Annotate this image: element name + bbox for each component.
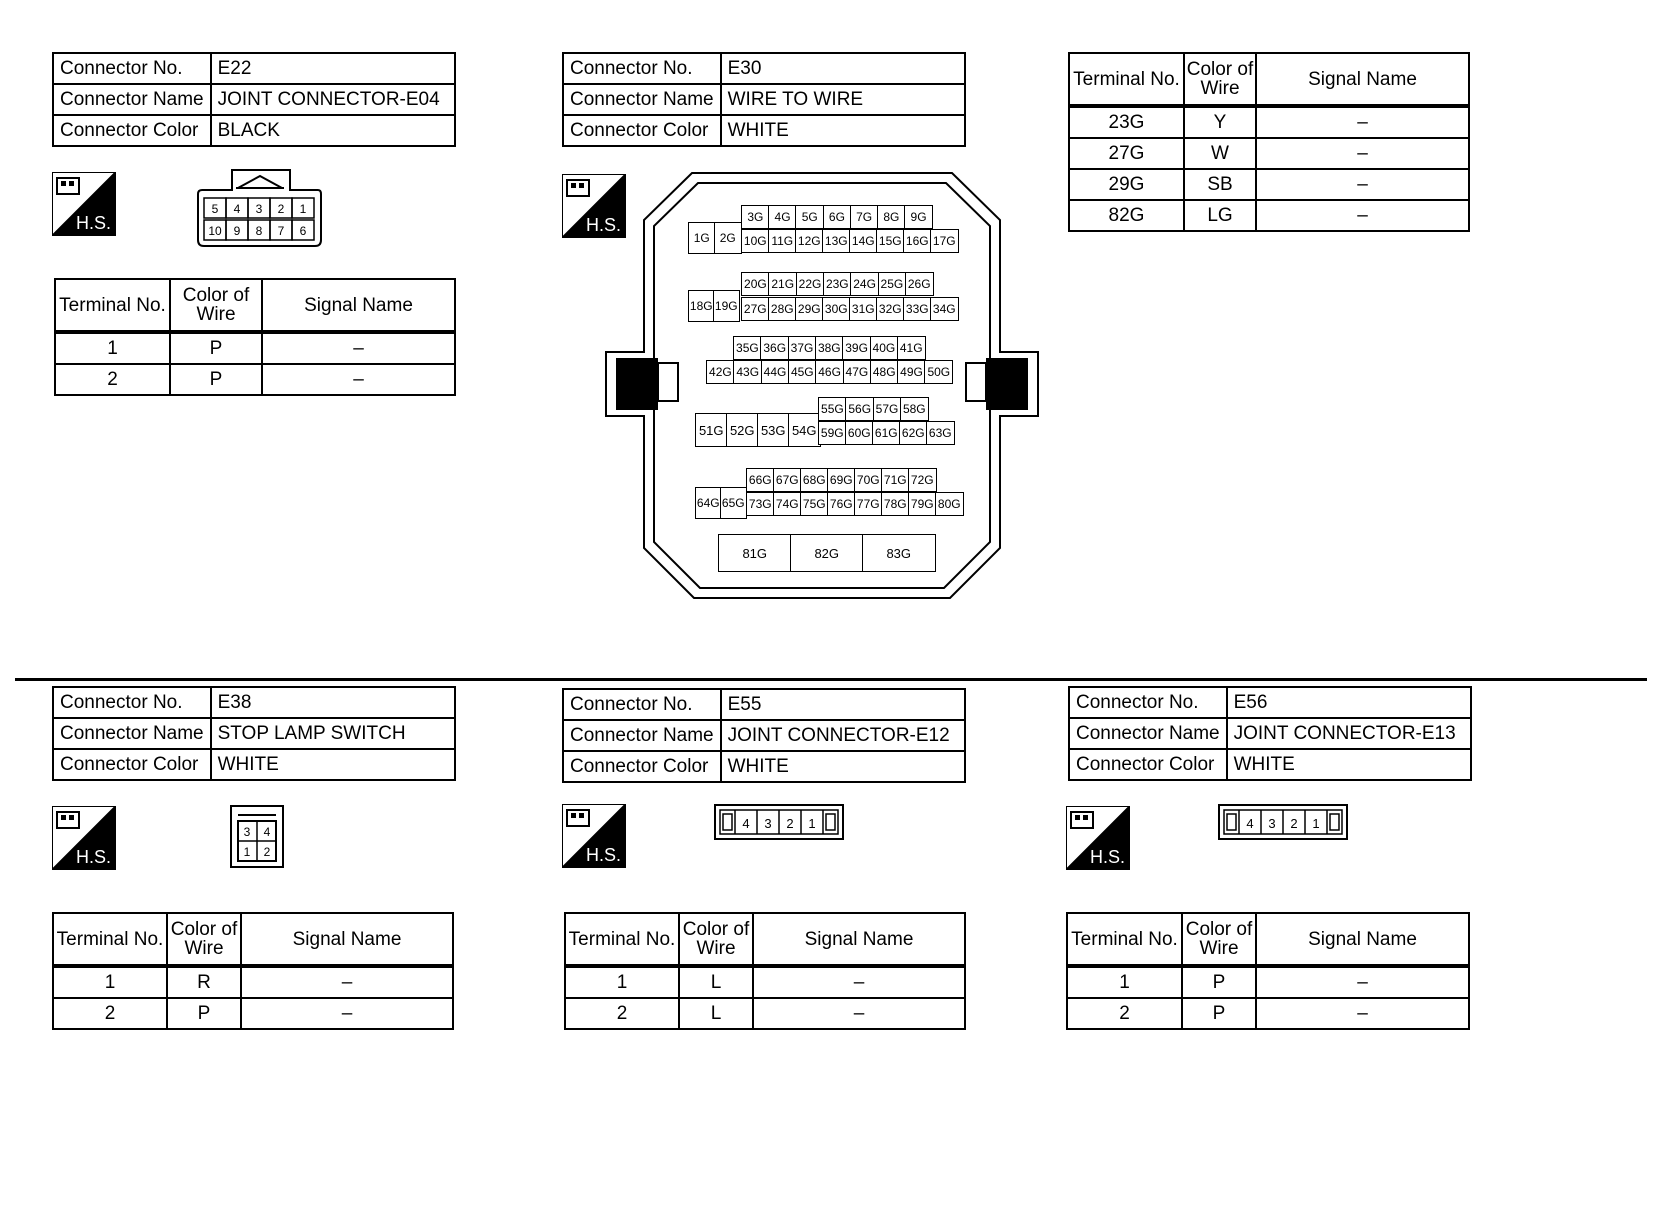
pin-label: 6 (299, 224, 307, 238)
signal-name-header: Signal Name (753, 913, 965, 966)
e30-pin-45g: 45G (788, 360, 817, 384)
connector-name-value: JOINT CONNECTOR-E12 (721, 720, 965, 751)
e30-pin-9g: 9G (904, 205, 933, 229)
e30-pin-21g: 21G (768, 272, 797, 296)
connector-no-value: E38 (211, 687, 455, 718)
e30-pin-64g: 64G (695, 487, 722, 519)
terminal-no-header: Terminal No. (565, 913, 679, 966)
pin-label: 1 (1312, 816, 1320, 831)
e30-pin-52g: 52G (726, 413, 759, 447)
pin-label: 2 (1290, 816, 1298, 831)
e30-pin-76g: 76G (827, 492, 856, 516)
terminal-no-header: Terminal No. (1069, 53, 1184, 106)
pin-label: 8 (255, 224, 263, 238)
e30-pin-79g: 79G (908, 492, 937, 516)
e30-pin-56g: 56G (845, 397, 874, 421)
e30-pin-83g: 83G (862, 534, 936, 572)
e30-pin-37g: 37G (788, 336, 817, 360)
e30-pin-29g: 29G (795, 297, 824, 321)
e30-pin-30g: 30G (822, 297, 851, 321)
connector-name-label: Connector Name (1069, 718, 1227, 749)
connector-name-value: WIRE TO WIRE (721, 84, 965, 115)
connector-color-value: BLACK (211, 115, 455, 146)
connector-color-label: Connector Color (53, 115, 211, 146)
e30-pin-28g: 28G (768, 297, 797, 321)
connector-no-value: E56 (1227, 687, 1471, 718)
table-row: 1 P – (55, 332, 455, 364)
connector-name-label: Connector Name (53, 718, 211, 749)
e30-pin-46g: 46G (815, 360, 844, 384)
signal-name-header: Signal Name (262, 279, 455, 332)
e38-terminal-table (52, 912, 454, 1030)
pin-label: 9 (233, 224, 241, 238)
e30-pin-4g: 4G (768, 205, 797, 229)
e30-pin-5g: 5G (795, 205, 824, 229)
connector-no-value: E55 (721, 689, 965, 720)
e30-pin-73g: 73G (746, 492, 775, 516)
connector-color-value: WHITE (721, 115, 965, 146)
e30-pin-74g: 74G (773, 492, 802, 516)
hs-icon (562, 804, 626, 868)
pin-label: 1 (808, 816, 816, 831)
e30-pin-54g: 54G (788, 413, 821, 447)
terminal-no-header: Terminal No. (53, 913, 167, 966)
e55-terminal-table (564, 912, 966, 1030)
color-of-wire-header: Color of Wire (167, 913, 241, 966)
e30-pin-35g: 35G (733, 336, 762, 360)
table-row: 2 L – (565, 998, 965, 1029)
e30-pin-33g: 33G (903, 297, 932, 321)
e30-pin-47g: 47G (843, 360, 872, 384)
hs-icon (1066, 806, 1130, 870)
e30-pin-61g: 61G (872, 421, 901, 445)
pin-label: 7 (277, 224, 285, 238)
table-row: 27G W – (1069, 138, 1469, 169)
signal-name-header: Signal Name (1256, 53, 1469, 106)
e30-pin-65g: 65G (720, 487, 747, 519)
e38-info-table (52, 686, 456, 781)
e30-pin-1g: 1G (688, 222, 716, 254)
color-of-wire-header: Color of Wire (170, 279, 262, 332)
terminal-no-header: Terminal No. (55, 279, 170, 332)
e55-connector-face (714, 804, 846, 842)
e30-pin-11g: 11G (768, 229, 797, 253)
color-of-wire-header: Color of Wire (1182, 913, 1256, 966)
table-row: 2 P – (1067, 998, 1469, 1029)
e30-pin-67g: 67G (773, 468, 802, 492)
e30-info-table (562, 52, 966, 147)
e38-connector-face (230, 805, 286, 869)
e30-pin-55g: 55G (818, 397, 847, 421)
e30-pin-70g: 70G (854, 468, 883, 492)
e30-pin-10g: 10G (741, 229, 770, 253)
svg-text:H.S.: H.S. (76, 213, 112, 233)
e22-info-table (52, 52, 456, 147)
color-of-wire-header: Color of Wire (679, 913, 753, 966)
table-row: 2 P – (55, 364, 455, 395)
e30-pin-42g: 42G (706, 360, 735, 384)
e30-pin-75g: 75G (800, 492, 829, 516)
e30-pin-2g: 2G (714, 222, 742, 254)
e30-pin-81g: 81G (718, 534, 792, 572)
e30-pin-62g: 62G (899, 421, 928, 445)
connector-no-value: E30 (721, 53, 965, 84)
connector-name-label: Connector Name (53, 84, 211, 115)
pin-label: 3 (255, 202, 263, 216)
pin-label: 4 (263, 825, 271, 839)
e30-pin-36g: 36G (760, 336, 789, 360)
e30-pin-44g: 44G (761, 360, 790, 384)
e30-pin-68g: 68G (800, 468, 829, 492)
connector-name-value: STOP LAMP SWITCH (211, 718, 455, 749)
hs-icon (52, 806, 116, 870)
e30-pin-17g: 17G (930, 229, 959, 253)
pin-label: 3 (764, 816, 772, 831)
e30-pin-12g: 12G (795, 229, 824, 253)
connector-color-label: Connector Color (1069, 749, 1227, 780)
e55-info-table (562, 688, 966, 783)
e30-pin-15g: 15G (876, 229, 905, 253)
pin-label: 4 (233, 202, 241, 216)
connector-color-label: Connector Color (563, 751, 721, 782)
signal-name-header: Signal Name (1256, 913, 1469, 966)
svg-text:H.S.: H.S. (1090, 847, 1126, 867)
connector-no-value: E22 (211, 53, 455, 84)
e22-connector-face (196, 168, 322, 248)
connector-color-label: Connector Color (53, 749, 211, 780)
e30-pin-18g: 18G (688, 290, 715, 322)
pin-label: 2 (277, 202, 285, 216)
e30-pin-25g: 25G (878, 272, 907, 296)
e30-pin-3g: 3G (741, 205, 770, 229)
svg-text:H.S.: H.S. (586, 845, 622, 865)
e30-pin-58g: 58G (900, 397, 929, 421)
e30-pin-57g: 57G (873, 397, 902, 421)
e30-pin-38g: 38G (815, 336, 844, 360)
e30-pin-34g: 34G (930, 297, 959, 321)
color-of-wire-header: Color of Wire (1184, 53, 1256, 106)
e30-pin-24g: 24G (850, 272, 879, 296)
table-row: 29G SB – (1069, 169, 1469, 200)
hs-icon (52, 172, 116, 236)
e30-pin-6g: 6G (823, 205, 852, 229)
table-row: 82G LG – (1069, 200, 1469, 231)
e30-pin-72g: 72G (908, 468, 937, 492)
table-row: 1 P – (1067, 966, 1469, 998)
e30-pin-16g: 16G (903, 229, 932, 253)
e30-pin-14g: 14G (849, 229, 878, 253)
connector-no-label: Connector No. (53, 687, 211, 718)
table-row: 23G Y – (1069, 106, 1469, 138)
connector-color-label: Connector Color (563, 115, 721, 146)
connector-name-value: JOINT CONNECTOR-E04 (211, 84, 455, 115)
e30-pin-7g: 7G (850, 205, 879, 229)
e30-pin-43g: 43G (733, 360, 762, 384)
connector-no-label: Connector No. (53, 53, 211, 84)
connector-color-value: WHITE (211, 749, 455, 780)
e30-pin-22g: 22G (796, 272, 825, 296)
pin-label: 1 (243, 845, 251, 859)
table-row: 1 L – (565, 966, 965, 998)
e56-connector-face (1218, 804, 1350, 842)
e30-pin-60g: 60G (845, 421, 874, 445)
pin-label: 2 (786, 816, 794, 831)
e30-pin-49g: 49G (897, 360, 926, 384)
e30-pin-50g: 50G (924, 360, 953, 384)
connector-color-value: WHITE (721, 751, 965, 782)
table-row: 1 R – (53, 966, 453, 998)
connector-name-value: JOINT CONNECTOR-E13 (1227, 718, 1471, 749)
e30-pin-77g: 77G (854, 492, 883, 516)
e30-pin-80g: 80G (935, 492, 964, 516)
connector-no-label: Connector No. (563, 689, 721, 720)
e30-pin-48g: 48G (870, 360, 899, 384)
e30-pin-51g: 51G (695, 413, 728, 447)
e30-pin-26g: 26G (905, 272, 934, 296)
section-divider (15, 678, 1647, 681)
pin-label: 4 (1246, 816, 1254, 831)
e30-pin-82g: 82G (790, 534, 864, 572)
connector-name-label: Connector Name (563, 720, 721, 751)
pin-label: 3 (1268, 816, 1276, 831)
e30-pin-39g: 39G (842, 336, 871, 360)
e30-pin-59g: 59G (818, 421, 847, 445)
e30-pin-23g: 23G (823, 272, 852, 296)
e30-pin-19g: 19G (713, 290, 740, 322)
e30-pin-71g: 71G (881, 468, 910, 492)
connector-color-value: WHITE (1227, 749, 1471, 780)
e30-pin-63g: 63G (926, 421, 955, 445)
pin-label: 1 (299, 202, 307, 216)
signal-name-header: Signal Name (241, 913, 453, 966)
e30-pin-69g: 69G (827, 468, 856, 492)
e30-pin-27g: 27G (741, 297, 770, 321)
e56-info-table (1068, 686, 1472, 781)
pin-label: 2 (263, 845, 271, 859)
pin-label: 4 (742, 816, 750, 831)
e30-pin-8g: 8G (877, 205, 906, 229)
e56-terminal-table (1066, 912, 1470, 1030)
e30-pin-20g: 20G (741, 272, 770, 296)
connector-no-label: Connector No. (1069, 687, 1227, 718)
e30-terminal-table (1068, 52, 1470, 232)
pin-label: 10 (208, 224, 222, 238)
svg-text:H.S.: H.S. (76, 847, 112, 867)
pin-label: 3 (243, 825, 251, 839)
pin-label: 5 (211, 202, 219, 216)
e30-pin-32g: 32G (876, 297, 905, 321)
table-row: 2 P – (53, 998, 453, 1029)
e30-pin-40g: 40G (870, 336, 899, 360)
terminal-no-header: Terminal No. (1067, 913, 1182, 966)
svg-text:H.S.: H.S. (586, 215, 622, 235)
e30-pin-31g: 31G (849, 297, 878, 321)
connector-name-label: Connector Name (563, 84, 721, 115)
e30-pin-78g: 78G (881, 492, 910, 516)
connector-no-label: Connector No. (563, 53, 721, 84)
e22-terminal-table (54, 278, 456, 396)
e30-pin-53g: 53G (757, 413, 790, 447)
e30-pin-66g: 66G (746, 468, 775, 492)
e30-pin-13g: 13G (822, 229, 851, 253)
e30-pin-41g: 41G (897, 336, 926, 360)
